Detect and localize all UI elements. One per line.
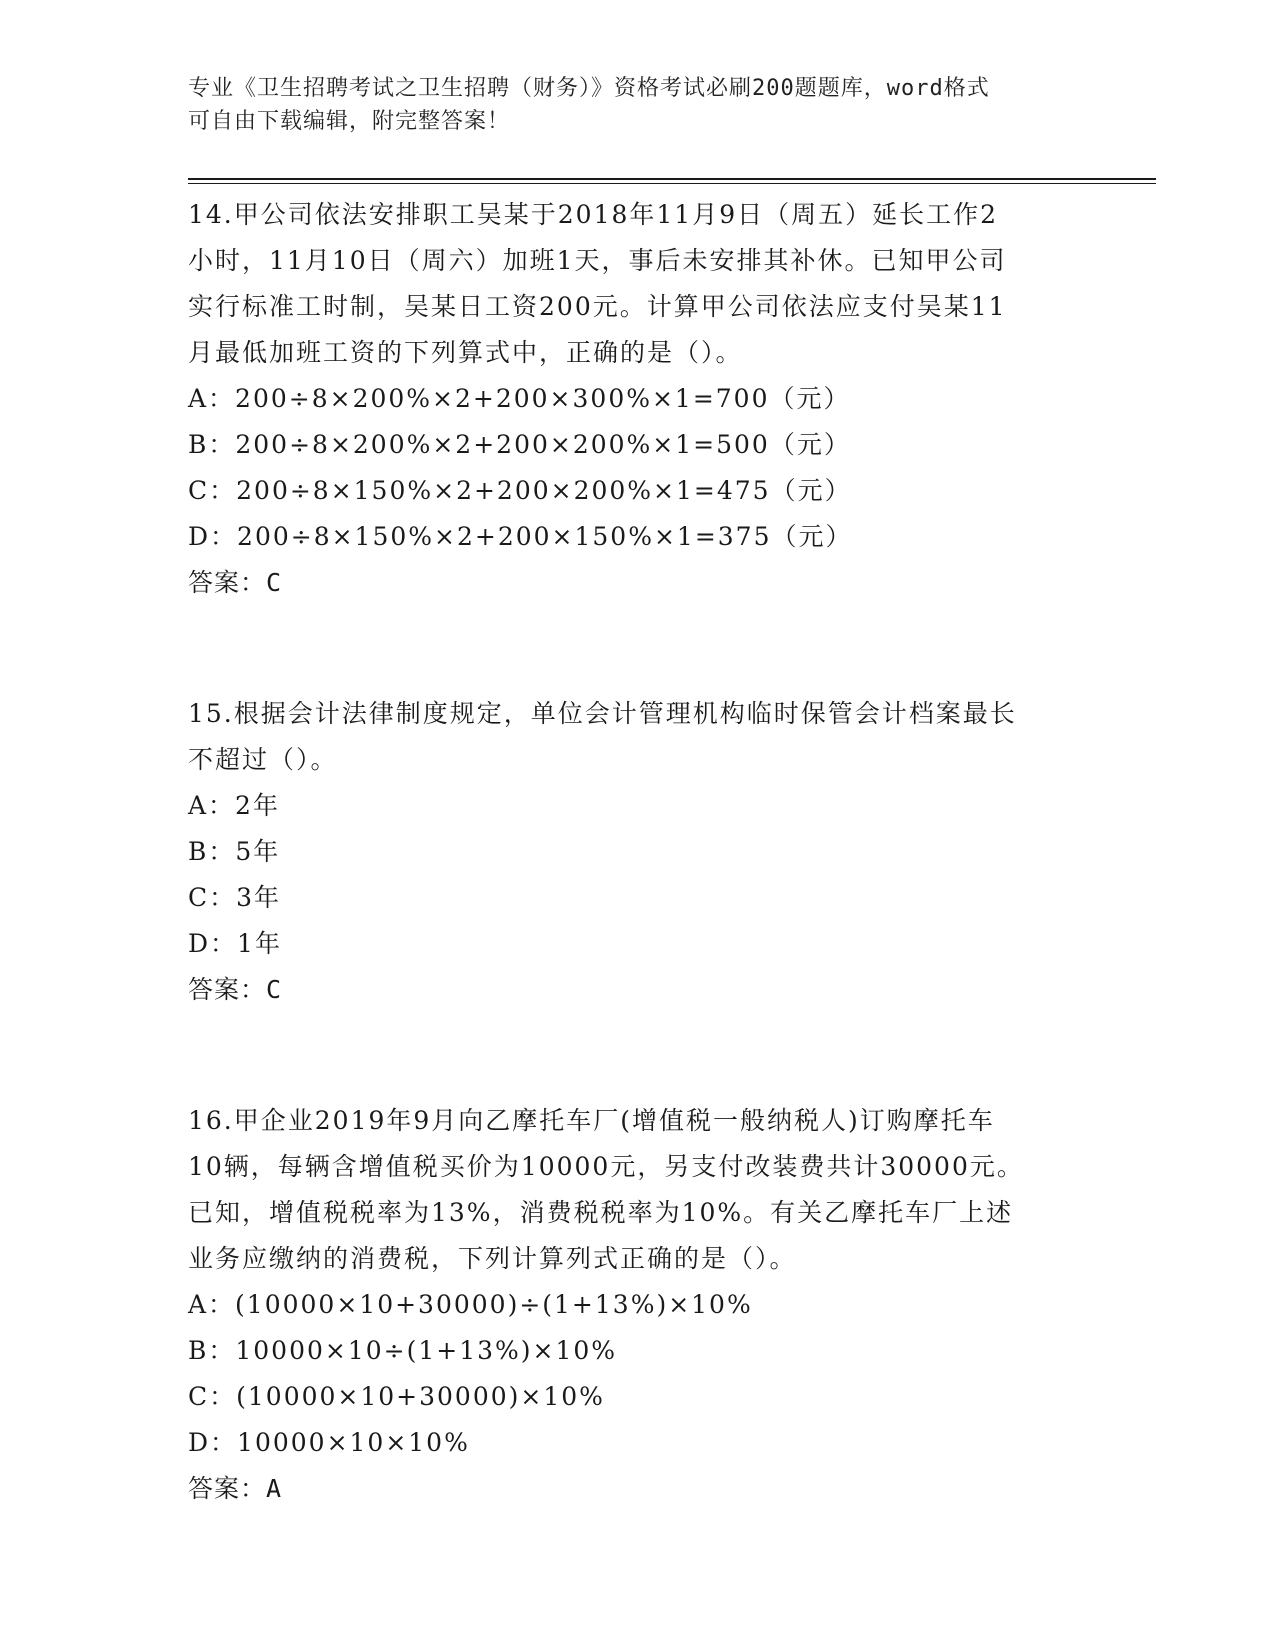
option-c: C：200÷8×150%×2+200×200%×1=475（元） [188, 476, 852, 505]
option-c: C：(10000×10+30000)×10% [188, 1382, 605, 1411]
question-text-line: 已知，增值税税率为13%，消费税税率为10%。有关乙摩托车厂上述 [188, 1198, 1014, 1227]
question-text-line: 10辆，每辆含增值税买价为10000元，另支付改装费共计30000元。 [188, 1152, 1024, 1181]
question-list [188, 192, 1088, 1512]
option-d: D：1年 [188, 929, 282, 958]
option-a: A：(10000×10+30000)÷(1+13%)×10% [188, 1290, 753, 1319]
option-c: C：3年 [188, 883, 282, 912]
question-15 [188, 691, 1088, 1013]
question-spacer [188, 1013, 1088, 1098]
question-text-line: 月最低加班工资的下列算式中，正确的是（）。 [188, 338, 743, 367]
question-text-line: 小时，11月10日（周六）加班1天，事后未安排其补休。已知甲公司 [188, 246, 1007, 275]
answer-label: 答案：C [188, 568, 283, 597]
question-text-line: 15.根据会计法律制度规定，单位会计管理机构临时保管会计档案最长 [188, 699, 1017, 728]
document-header [188, 72, 1068, 138]
question-text-line: 不超过（）。 [188, 745, 338, 774]
question-text-line: 14.甲公司依法安排职工吴某于2018年11月9日（周五）延长工作2 [188, 200, 999, 229]
question-text-line: 16.甲企业2019年9月向乙摩托车厂(增值税一般纳税人)订购摩托车 [188, 1106, 995, 1135]
option-b: B：200÷8×200%×2+200×200%×1=500（元） [188, 430, 851, 459]
option-b: B：10000×10÷(1+13%)×10% [188, 1336, 618, 1365]
option-d: D：200÷8×150%×2+200×150%×1=375（元） [188, 522, 853, 551]
answer-label: 答案：C [188, 975, 283, 1004]
header-divider [188, 178, 1156, 180]
option-a: A：200÷8×200%×2+200×300%×1=700（元） [188, 384, 851, 413]
option-a: A：2年 [188, 791, 280, 820]
question-spacer [188, 606, 1088, 691]
answer-label: 答案：A [188, 1474, 283, 1503]
question-text-line: 实行标准工时制，吴某日工资200元。计算甲公司依法应支付吴某11 [188, 292, 1007, 321]
question-14 [188, 192, 1088, 606]
option-d: D：10000×10×10% [188, 1428, 470, 1457]
header-line-2: 可自由下载编辑，附完整答案！ [188, 109, 511, 134]
header-divider-thin [188, 183, 1156, 184]
header-line-1: 专业《卫生招聘考试之卫生招聘（财务）》资格考试必刷200题题库，word格式 [188, 76, 990, 101]
option-b: B：5年 [188, 837, 281, 866]
question-text-line: 业务应缴纳的消费税，下列计算列式正确的是（）。 [188, 1244, 797, 1273]
question-16 [188, 1098, 1088, 1512]
